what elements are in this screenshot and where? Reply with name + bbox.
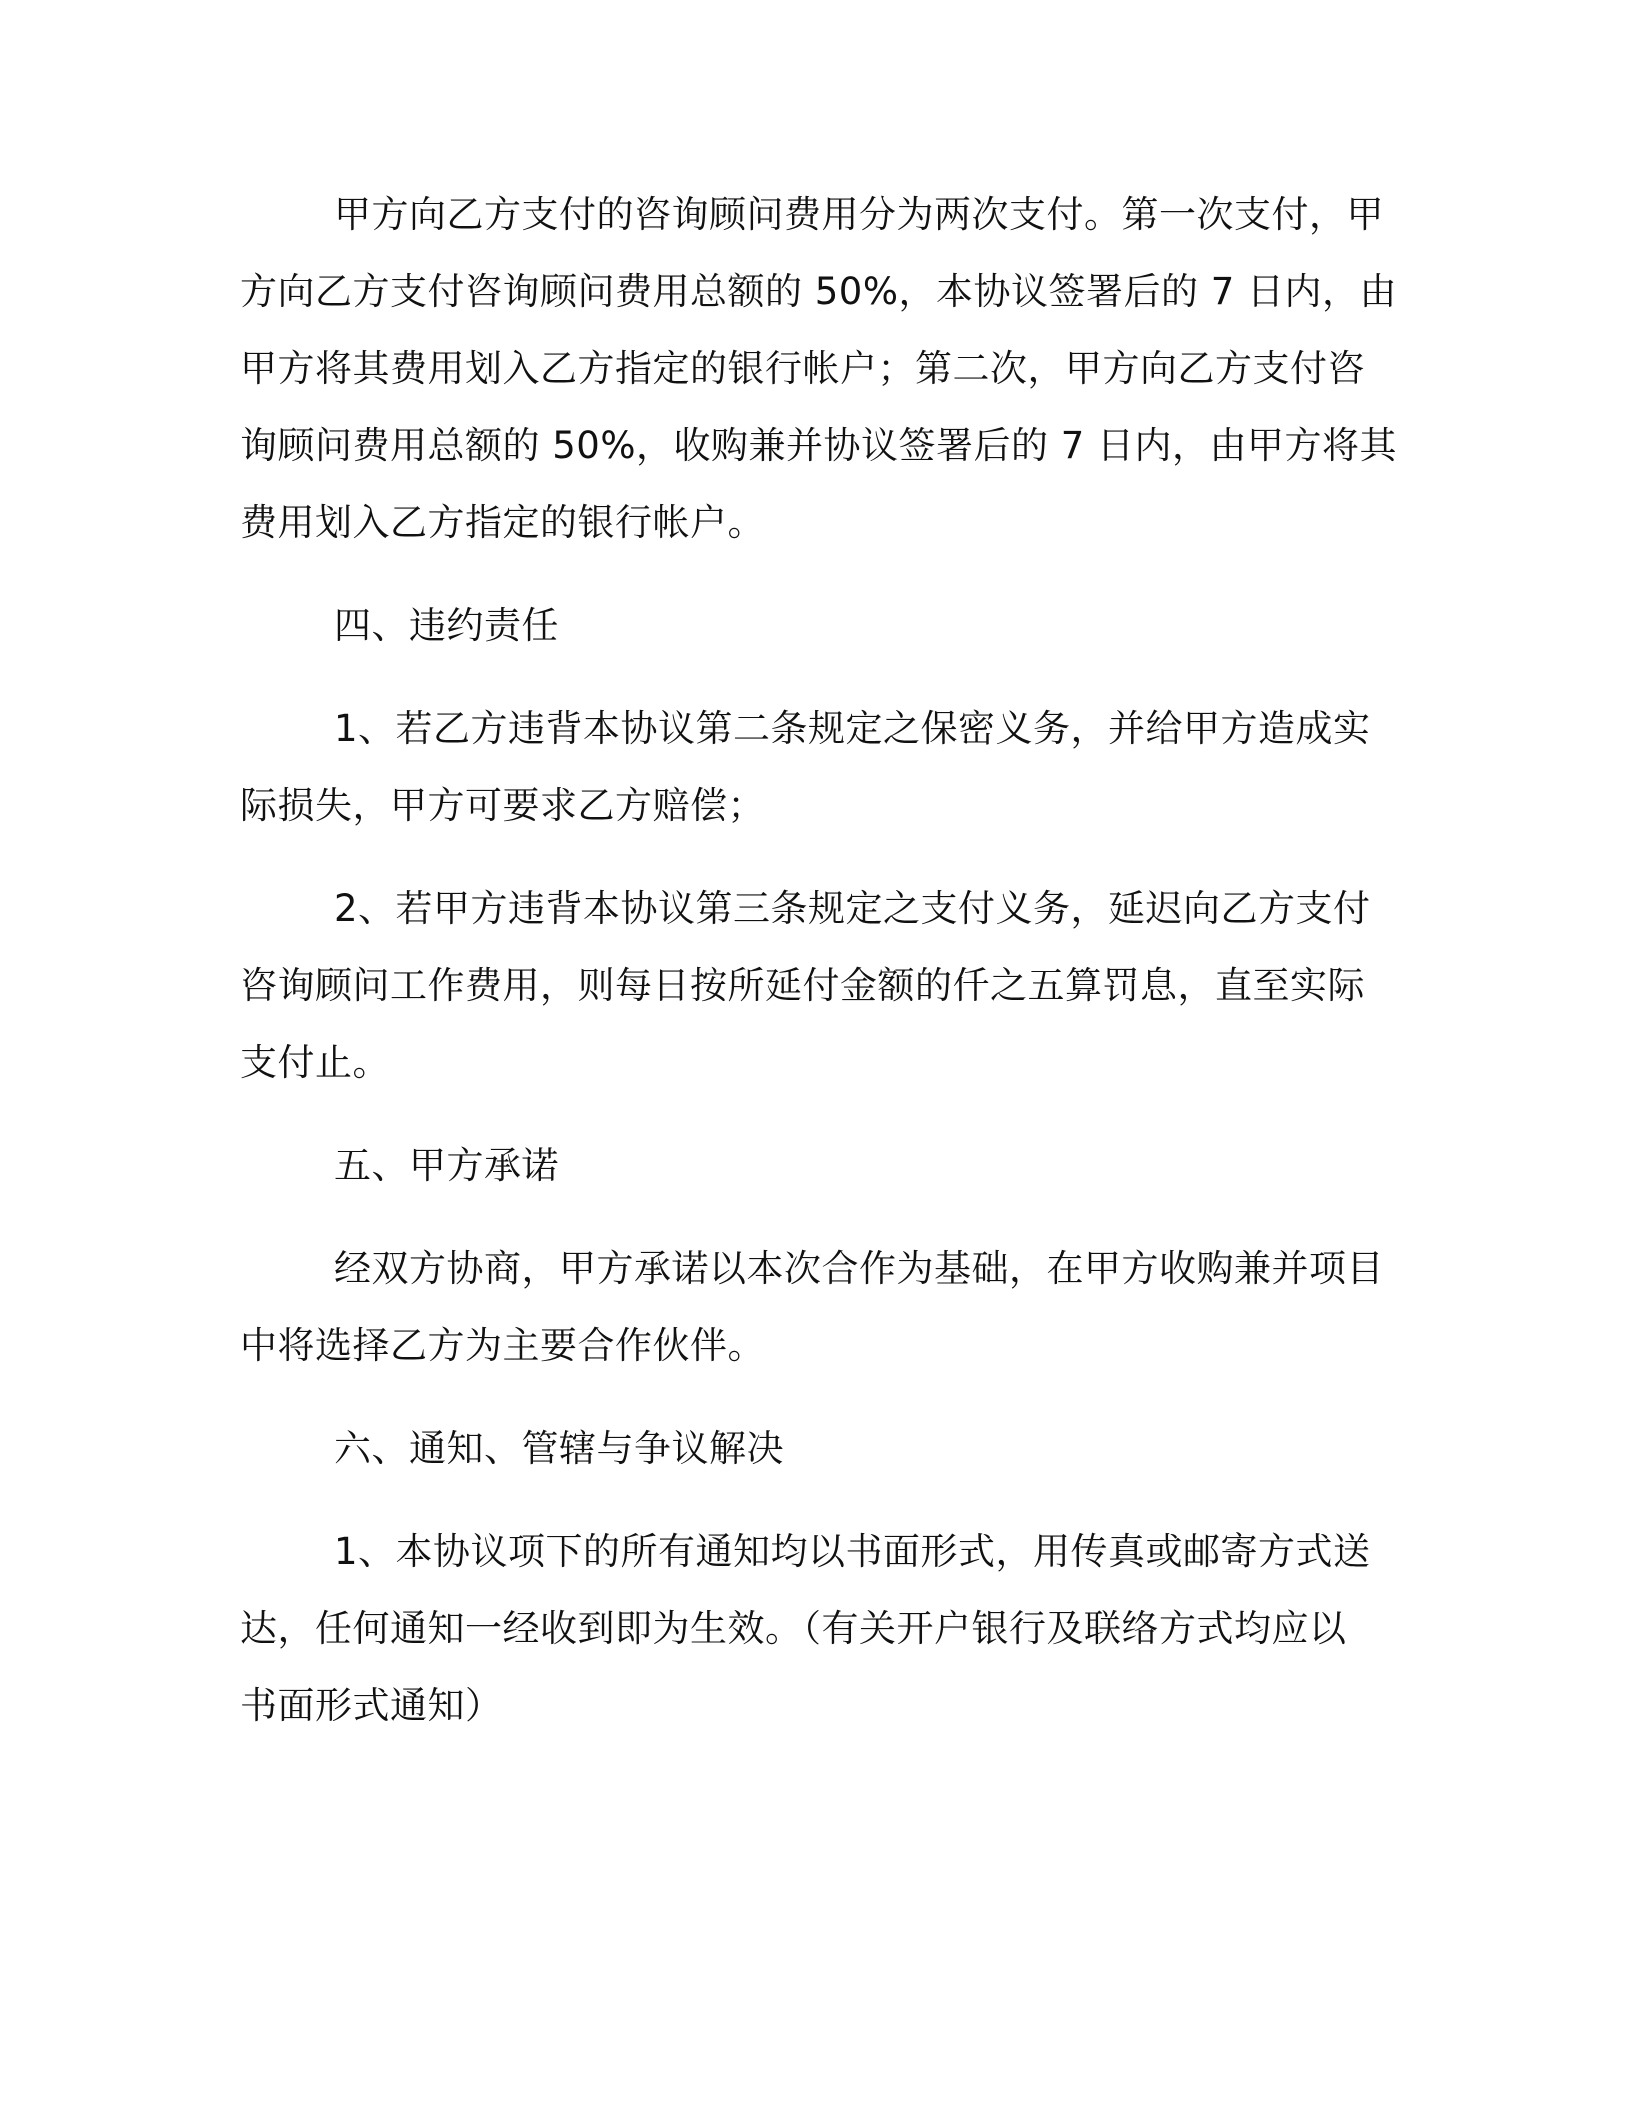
payment-paragraph-line-5: 费用划入乙方指定的银行帐户。 [240, 501, 765, 544]
section-5-body-line-2: 中将选择乙方为主要合作伙伴。 [240, 1324, 765, 1367]
section-6-heading: 六、通知、管辖与争议解决 [334, 1427, 784, 1470]
section-5-body-line-1: 经双方协商，甲方承诺以本次合作为基础，在甲方收购兼并项目 [334, 1247, 1384, 1290]
payment-paragraph-line-3: 甲方将其费用划入乙方指定的银行帐户；第二次，甲方向乙方支付咨 [240, 347, 1365, 390]
payment-paragraph-line-4: 询顾问费用总额的 50%，收购兼并协议签署后的 7 日内，由甲方将其 [240, 424, 1398, 467]
payment-paragraph-line-2: 方向乙方支付咨询顾问费用总额的 50%，本协议签署后的 7 日内，由 [240, 270, 1398, 313]
section-5-heading: 五、甲方承诺 [334, 1144, 559, 1187]
section-4-item-2-line-1: 2、若甲方违背本协议第三条规定之支付义务，延迟向乙方支付 [334, 887, 1371, 930]
section-6-item-1-line-2: 达，任何通知一经收到即为生效。（有关开户银行及联络方式均应以 [240, 1607, 1347, 1650]
section-4-item-2-line-2: 咨询顾问工作费用，则每日按所延付金额的仟之五算罚息，直至实际 [240, 964, 1365, 1007]
section-6-item-1-line-1: 1、本协议项下的所有通知均以书面形式，用传真或邮寄方式送 [334, 1530, 1371, 1573]
section-4-item-1-line-1: 1、若乙方违背本协议第二条规定之保密义务，并给甲方造成实 [334, 707, 1371, 750]
payment-paragraph-line-1: 甲方向乙方支付的咨询顾问费用分为两次支付。第一次支付，甲 [334, 193, 1384, 236]
section-4-item-1-line-2: 际损失，甲方可要求乙方赔偿； [240, 784, 765, 827]
section-4-heading: 四、违约责任 [334, 604, 559, 647]
section-6-item-1-line-3: 书面形式通知） [240, 1684, 503, 1727]
section-4-item-2-line-3: 支付止。 [240, 1041, 390, 1084]
